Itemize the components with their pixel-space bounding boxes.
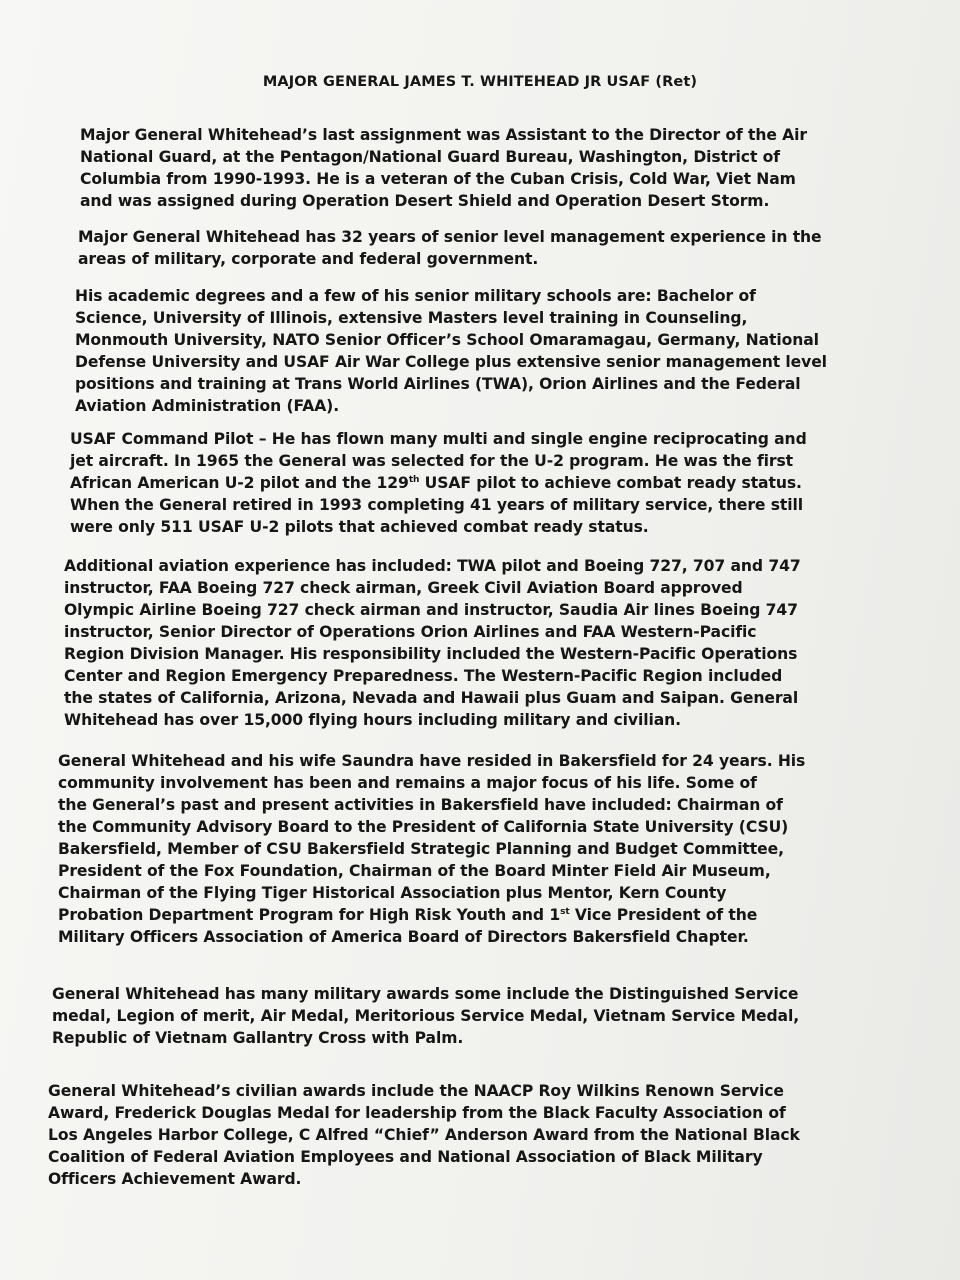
text-line: Olympic Airline Boeing 727 check airman and instructor, Saudia Air lines Boeing 747 [64,601,798,619]
text-line: Bakersfield, Member of CSU Bakersfield Strategic Planning and Budget Committee, [58,840,784,858]
paragraph-academic-degrees [75,285,827,417]
text-line: Science, University of Illinois, extensive Masters level training in Counseling, [75,309,748,327]
text-line: Republic of Vietnam Gallantry Cross with Palm. [52,1029,464,1047]
text-line: instructor, FAA Boeing 727 check airman, Greek Civil Aviation Board approved [64,579,743,597]
paragraph-management-experience [78,226,822,270]
text-line: the General’s past and present activities in Bakersfield have included: Chairman of [58,796,783,814]
text-line: medal, Legion of merit, Air Medal, Meritorious Service Medal, Vietnam Service Medal, [52,1007,800,1025]
text-line: Officers Achievement Award. [48,1170,302,1188]
document-title: MAJOR GENERAL JAMES T. WHITEHEAD JR USAF (Ret) [262,74,698,90]
text-line [70,472,807,494]
text-line: General Whitehead’s civilian awards include the NAACP Roy Wilkins Renown Service [48,1082,784,1100]
text-line: Defense University and USAF Air War College plus extensive senior management level [75,353,827,371]
paragraph-aviation-experience [64,555,801,731]
text-line: General Whitehead and his wife Saundra have resided in Bakersfield for 24 years. His [58,752,806,770]
text-line: His academic degrees and a few of his senior military schools are: Bachelor of [75,287,756,305]
text-line: Award, Frederick Douglas Medal for leadership from the Black Faculty Association of [48,1104,786,1122]
text-line: were only 511 USAF U-2 pilots that achieved combat ready status. [70,518,649,536]
text-line: the Community Advisory Board to the President of California State University (CSU) [58,818,789,836]
text-line: instructor, Senior Director of Operations Orion Airlines and FAA Western-Pacific [64,623,757,641]
paragraph-community-involvement [58,750,805,948]
text-line: Region Division Manager. His responsibility included the Western-Pacific Operations [64,645,798,663]
paragraph-last-assignment [80,124,807,212]
text-line [58,904,805,926]
text-line: Los Angeles Harbor College, C Alfred “Chief” Anderson Award from the National Black [48,1126,800,1144]
text-segment: Probation Department Program for High Risk Youth and 1 [58,906,561,924]
text-line: Aviation Administration (FAA). [75,397,340,415]
paragraph-command-pilot [70,428,807,538]
text-line: Whitehead has over 15,000 flying hours including military and civilian. [64,711,681,729]
text-segment: African American U-2 pilot and the 129 [70,474,409,492]
text-segment: Vice President of the [569,906,758,924]
text-line: areas of military, corporate and federal government. [78,250,539,268]
text-line: Military Officers Association of America Board of Directors Bakersfield Chapter. [58,928,749,946]
text-line: National Guard, at the Pentagon/National Guard Bureau, Washington, District of [80,148,780,166]
text-line: Major General Whitehead’s last assignment was Assistant to the Director of the Air [80,126,807,144]
text-line: Monmouth University, NATO Senior Officer’s School Omaramagau, Germany, National [75,331,819,349]
paragraph-military-awards [52,983,799,1049]
text-line: Chairman of the Flying Tiger Historical Association plus Mentor, Kern County [58,884,727,902]
text-line: Columbia from 1990-1993. He is a veteran of the Cuban Crisis, Cold War, Viet Nam [80,170,796,188]
text-line: community involvement has been and remains a major focus of his life. Some of [58,774,757,792]
text-line: Additional aviation experience has included: TWA pilot and Boeing 727, 707 and 747 [64,557,801,575]
text-segment: USAF pilot to achieve combat ready status. [419,474,802,492]
text-line: Center and Region Emergency Preparedness. The Western-Pacific Region included [64,667,783,685]
text-line: USAF Command Pilot – He has flown many multi and single engine reciprocating and [70,430,807,448]
text-line: positions and training at Trans World Airlines (TWA), Orion Airlines and the Federal [75,375,801,393]
ordinal-superscript: st [560,906,570,917]
text-line: When the General retired in 1993 completing 41 years of military service, there still [70,496,804,514]
text-line: and was assigned during Operation Desert Shield and Operation Desert Storm. [80,192,770,210]
text-line: jet aircraft. In 1965 the General was selected for the U-2 program. He was the first [70,452,793,470]
ordinal-superscript: th [408,474,420,485]
text-line: Major General Whitehead has 32 years of senior level management experience in the [78,228,822,246]
paragraph-civilian-awards [48,1080,800,1190]
text-line: the states of California, Arizona, Nevada and Hawaii plus Guam and Saipan. General [64,689,799,707]
text-line: General Whitehead has many military awards some include the Distinguished Service [52,985,799,1003]
text-line: Coalition of Federal Aviation Employees and National Association of Black Military [48,1148,763,1166]
text-line: President of the Fox Foundation, Chairman of the Board Minter Field Air Museum, [58,862,771,880]
